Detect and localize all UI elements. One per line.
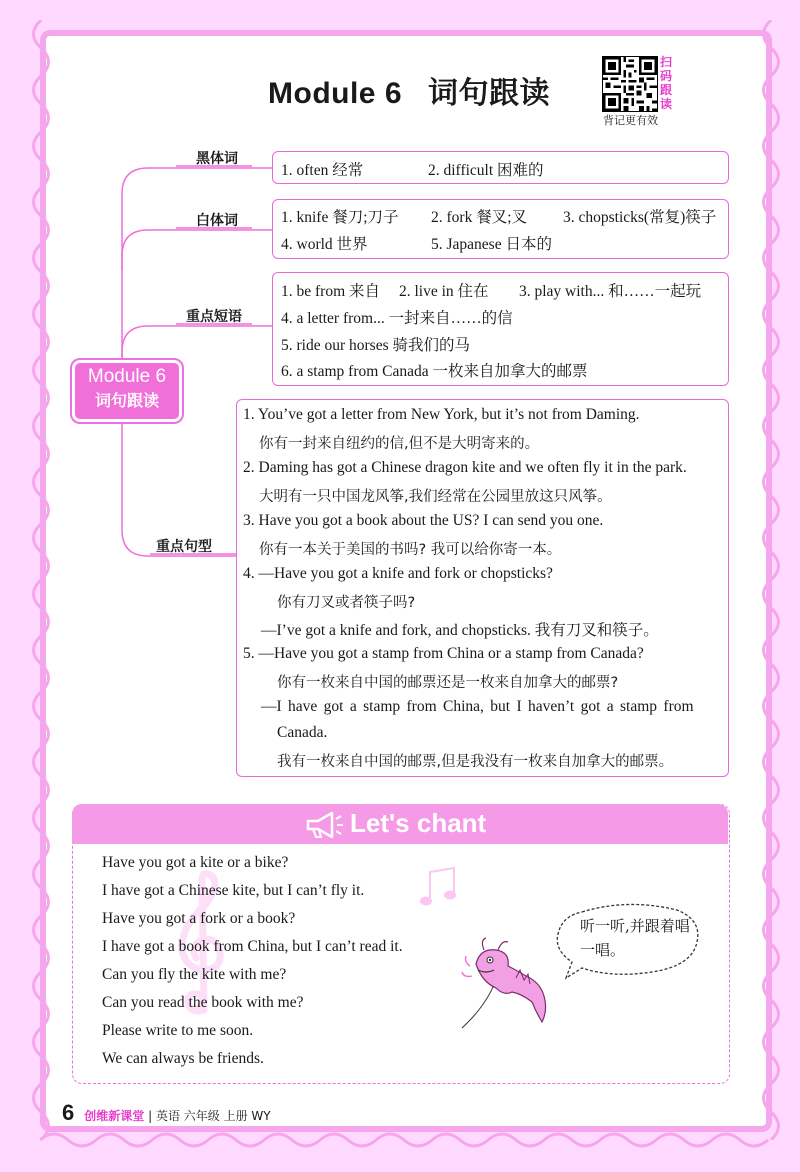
phrase-5: 5. ride our horses 骑我们的马 bbox=[281, 337, 470, 354]
qr-caption: 背记更有效 bbox=[603, 114, 658, 127]
chant-line-8: We can always be friends. bbox=[102, 1050, 264, 1067]
badge-line2: 词句跟读 bbox=[94, 391, 159, 410]
label-phrases: 重点短语 bbox=[186, 309, 242, 325]
chant-line-4: I have got a book from China, but I can’t read it. bbox=[102, 938, 403, 955]
bold-word-2: 2. difficult 困难的 bbox=[428, 162, 544, 179]
chant-line-7: Please write to me soon. bbox=[102, 1022, 254, 1039]
white-word-3: 3. chopsticks(常复)筷子 bbox=[563, 209, 717, 226]
subject-info: 英语 六年级 上册 WY bbox=[155, 1109, 271, 1123]
sentence-5-a-cont: Canada. bbox=[277, 724, 328, 741]
phrases-box bbox=[272, 272, 729, 386]
phrase-4: 4. a letter from... 一封来自……的信 bbox=[281, 310, 513, 327]
megaphone-icon bbox=[304, 810, 344, 840]
label-white-words: 白体词 bbox=[196, 213, 238, 229]
chant-line-3: Have you got a fork or a book? bbox=[102, 910, 296, 927]
music-note-icon bbox=[416, 864, 460, 908]
chant-line-5: Can you fly the kite with me? bbox=[102, 966, 287, 983]
sentence-5-a: —I have got a stamp from China, but I haven’t got a stamp from bbox=[261, 698, 694, 715]
bold-words-box bbox=[272, 151, 729, 184]
qr-side-text: 扫码跟读 bbox=[660, 55, 673, 111]
badge-line1: Module 6 bbox=[87, 366, 167, 387]
sentence-3-cn: 你有一本关于美国的书吗? 我可以给你寄一本。 bbox=[259, 542, 562, 558]
sentence-1-en: 1. You’ve got a letter from New York, but it’s not from Daming. bbox=[243, 406, 640, 423]
page-footer: 6 创维新课堂 | 英语 六年级 上册 WY bbox=[62, 1100, 271, 1125]
sentences-box bbox=[236, 399, 729, 777]
sentence-5-a-cn: 我有一枚来自中国的邮票,但是我没有一枚来自加拿大的邮票。 bbox=[277, 754, 674, 770]
sentence-4-a: —I’ve got a knife and fork, and chopsticks. 我有刀叉和筷子。 bbox=[261, 622, 659, 639]
sentence-1-cn: 你有一封来自纽约的信,但不是大明寄来的。 bbox=[259, 436, 540, 452]
sentence-4-q-cn: 你有刀叉或者筷子吗? bbox=[277, 595, 416, 611]
sentence-5-q: 5. —Have you got a stamp from China or a stamp from Canada? bbox=[243, 645, 644, 662]
white-word-2: 2. fork 餐叉;叉 bbox=[431, 209, 528, 226]
label-sentences: 重点句型 bbox=[156, 539, 212, 555]
sentence-5-q-cn: 你有一枚来自中国的邮票还是一枚来自加拿大的邮票? bbox=[277, 675, 619, 691]
speech-bubble-text: 听一听,并跟着唱一唱。 bbox=[580, 917, 690, 959]
white-words-box bbox=[272, 199, 729, 259]
wavy-border-bottom bbox=[40, 1128, 770, 1152]
white-word-1: 1. knife 餐刀;刀子 bbox=[281, 209, 399, 226]
dragon-kite-icon bbox=[456, 936, 566, 1032]
module-badge bbox=[72, 360, 182, 422]
sentence-3-en: 3. Have you got a book about the US? I can send you one. bbox=[243, 512, 604, 529]
series-name: 创维新课堂 bbox=[84, 1109, 145, 1123]
chant-line-6: Can you read the book with me? bbox=[102, 994, 304, 1011]
sentence-2-cn: 大明有一只中国龙风筝,我们经常在公园里放这只风筝。 bbox=[259, 489, 612, 505]
phrase-1: 1. be from 来自 bbox=[281, 283, 381, 300]
sentence-4-q: 4. —Have you got a knife and fork or chopsticks? bbox=[243, 565, 553, 582]
bold-word-1: 1. often 经常 bbox=[281, 162, 364, 179]
white-word-4: 4. world 世界 bbox=[281, 236, 368, 253]
title-chinese: 词句跟读 bbox=[428, 76, 551, 111]
label-bold-words: 黑体词 bbox=[196, 151, 238, 167]
page-number: 6 bbox=[62, 1100, 75, 1125]
chant-line-2: I have got a Chinese kite, but I can’t fly it. bbox=[102, 882, 365, 899]
chant-line-1: Have you got a kite or a bike? bbox=[102, 854, 289, 871]
white-word-5: 5. Japanese 日本的 bbox=[431, 236, 552, 253]
title-english: Module 6 bbox=[268, 77, 403, 110]
phrase-3: 3. play with... 和……一起玩 bbox=[519, 283, 702, 300]
sentence-2-en: 2. Daming has got a Chinese dragon kite and we often fly it in the park. bbox=[243, 459, 687, 476]
phrase-6: 6. a stamp from Canada 一枚来自加拿大的邮票 bbox=[281, 363, 588, 380]
chant-title: Let's chant bbox=[350, 808, 487, 838]
phrase-2: 2. live in 住在 bbox=[399, 283, 489, 300]
